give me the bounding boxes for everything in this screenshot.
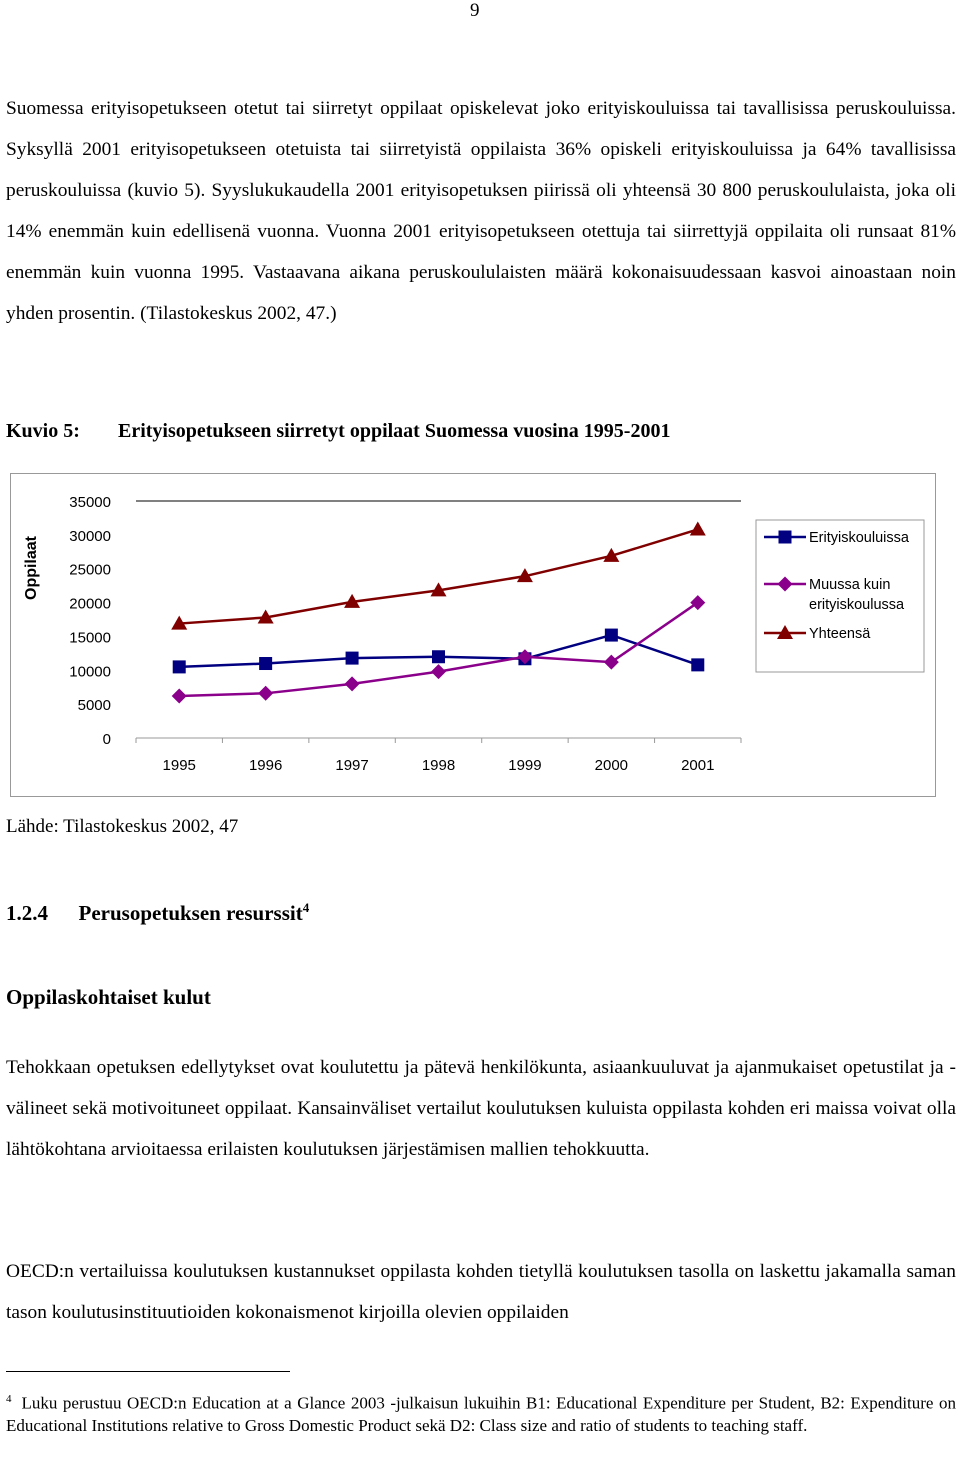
data-point-square — [173, 660, 186, 673]
data-point-diamond — [345, 676, 360, 691]
y-tick-label: 15000 — [69, 629, 111, 647]
footnote-separator — [6, 1371, 290, 1372]
line-chart — [10, 473, 936, 797]
y-tick-label: 20000 — [69, 595, 111, 613]
figure-number: Kuvio 5: — [6, 420, 80, 442]
data-point-square — [691, 658, 704, 671]
data-point-diamond — [431, 664, 446, 679]
x-tick-label: 2001 — [681, 757, 715, 774]
data-point-square — [605, 629, 618, 642]
body-paragraph-costs: Tehokkaan opetuksen edellytykset ovat koulutettu ja pätevä henkilökunta, asiaankuuluvat ja ajanmukaiset opetustilat ja -välineet sekä motivoituneet oppilaat. Kansainväliset vertailut koulutuksen kuluista oppilasta kohden eri maissa voivat olla lähtökohtana arvioitaessa erilaisten koulutuksen järjestämisen mallien tehokkuutta. — [6, 1057, 956, 1160]
y-tick-label: 30000 — [69, 527, 111, 545]
legend-label: Yhteensä — [809, 626, 871, 642]
legend-label: Muussa kuin erityiskoulussa — [809, 577, 905, 613]
data-point-square — [432, 650, 445, 663]
y-axis-label: Oppilaat — [23, 535, 40, 601]
section-heading — [6, 900, 309, 926]
series-line-2 — [179, 603, 698, 696]
y-tick-label: 10000 — [69, 663, 111, 681]
footnote-ref[interactable]: 4 — [302, 900, 310, 915]
body-paragraph-oecd: OECD:n vertailuissa koulutuksen kustannukset oppilasta kohden tietyllä koulutuksen tasolla on laskettu jakamalla saman tason koulutusinstituutioiden kokonaismenot kirjoilla olevien oppilaiden — [6, 1261, 956, 1323]
figure-source: Lähde: Tilastokeskus 2002, 47 — [6, 816, 239, 837]
legend-marker-square — [779, 531, 792, 544]
chart-canvas — [11, 474, 935, 796]
x-tick-label: 2000 — [594, 757, 629, 774]
intro-paragraph: Suomessa erityisopetukseen otetut tai siirretyt oppilaat opiskelevat joko erityiskouluissa tai tavallisissa peruskouluissa. Syksyllä 2001 erityisopetukseen otetuista tai siirretyistä oppilaista 36% opiskeli erityiskouluissa ja 64% tavallisissa peruskouluissa (kuvio 5). Syyslukukaudella 2001 erityisopetuksen piirissä oli yhteensä 30 800 peruskoululaista, joka oli 14% enemmän kuin edellisenä vuonna. Vuonna 2001 erityisopetukseen otettuja tai siirrettyjä oppilaita oli runsaat 81% enemmän kuin vuonna 1995. Vastaavana aikana peruskoululaisten määrä kokonaisuudessaan kasvoi ainoastaan noin yhden prosentin. (Tilastokeskus 2002, 47.) — [6, 98, 956, 324]
x-tick-label: 1997 — [335, 757, 369, 774]
figure-caption — [6, 420, 670, 443]
y-tick-label: 25000 — [69, 561, 111, 579]
data-point-triangle — [690, 521, 706, 535]
page-number: 9 — [470, 0, 480, 21]
data-point-diamond — [258, 686, 273, 701]
footnote-text: Luku perustuu OECD:n Education at a Glance 2003 -julkaisun lukuihin B1: Educational Expenditure per Student, B2: Expenditure on Educational Institutions relative to Gross Domestic Product sekä D2: Class size and ratio of students to teaching staff. — [6, 1393, 956, 1435]
x-tick-label: 1998 — [421, 757, 456, 774]
footnote — [6, 1388, 956, 1437]
data-point-diamond — [690, 595, 705, 610]
x-tick-label: 1996 — [248, 757, 283, 774]
y-tick-label: 35000 — [69, 494, 111, 511]
y-tick-label: 0 — [102, 731, 111, 748]
x-tick-label: 1995 — [162, 757, 196, 774]
section-title: Perusopetuksen resurssit — [78, 901, 303, 925]
footnote-marker: 4 — [6, 1393, 12, 1405]
section-number: 1.2.4 — [6, 901, 48, 925]
data-point-square — [259, 657, 272, 670]
data-point-diamond — [604, 655, 619, 670]
series-line-3 — [179, 529, 698, 623]
subheading: Oppilaskohtaiset kulut — [6, 985, 211, 1009]
data-point-square — [346, 652, 359, 665]
x-tick-label: 1999 — [508, 757, 542, 774]
figure-title: Erityisopetukseen siirretyt oppilaat Suomessa vuosina 1995-2001 — [118, 420, 671, 442]
y-tick-label: 5000 — [77, 697, 111, 715]
legend-label: Erityiskouluissa — [809, 530, 909, 546]
data-point-diamond — [172, 689, 187, 704]
